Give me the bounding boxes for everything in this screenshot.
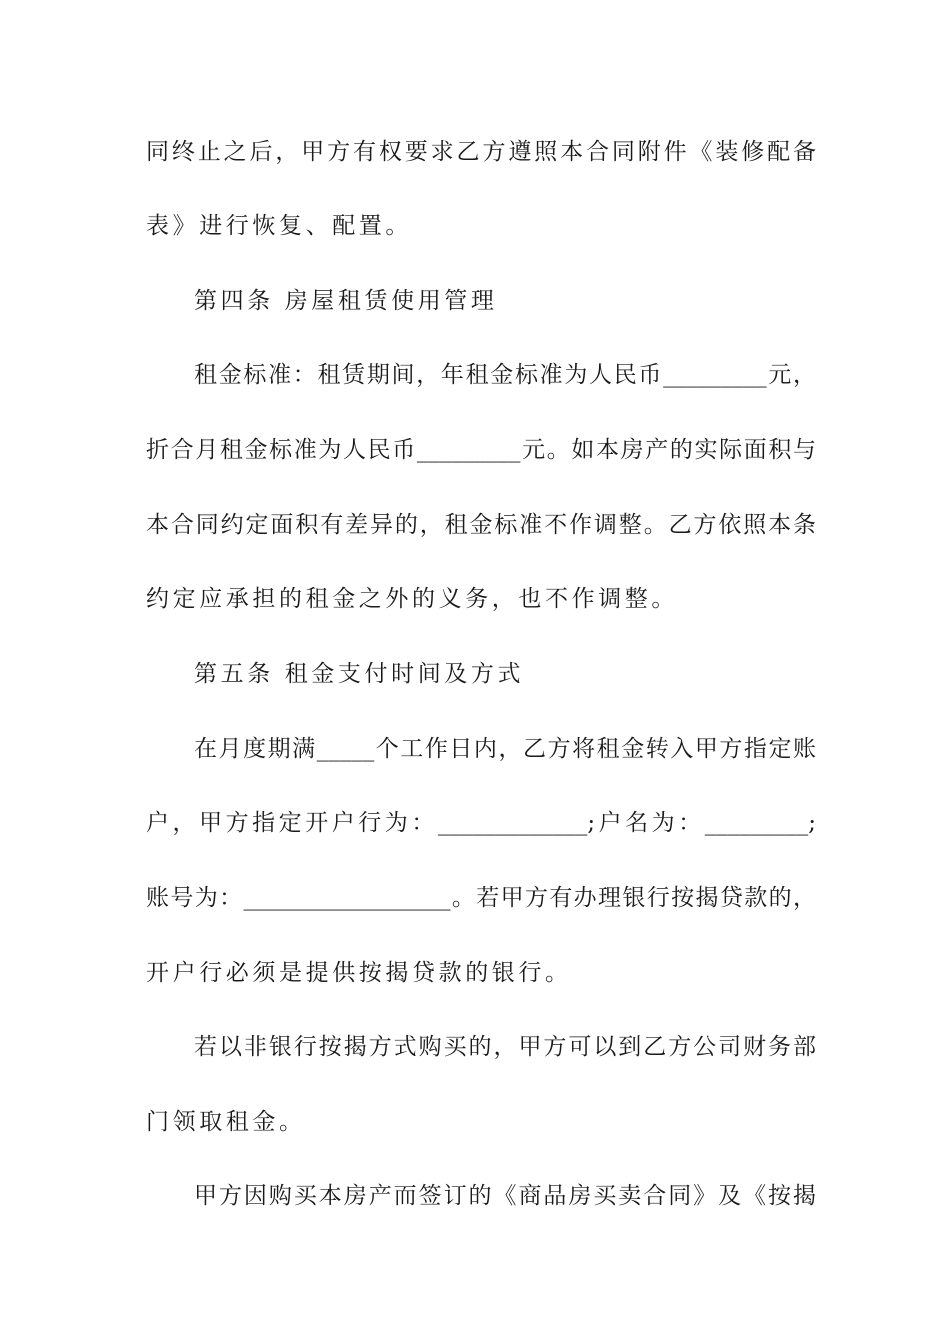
body-text-line: 户，甲方指定开户行为：_____________;户名为：_________; [146, 810, 816, 836]
body-text-line: 折合月租金标准为人民币_________元。如本房产的实际面积与 [146, 437, 816, 463]
body-text-line: 同终止之后，甲方有权要求乙方遵照本合同附件《装修配备 [146, 139, 816, 165]
section-heading-article-5: 第五条 租金支付时间及方式 [194, 661, 525, 687]
section-heading-article-4: 第四条 房屋租赁使用管理 [194, 288, 498, 314]
body-text-line: 本合同约定面积有差异的，租金标准不作调整。乙方依照本条 [146, 512, 816, 538]
body-text-line: 表》进行恢复、配置。 [146, 213, 412, 239]
body-text-line: 甲方因购买本房产而签订的《商品房买卖合同》及《按揭 [194, 1183, 816, 1209]
body-text-line: 账号为：__________________。若甲方有办理银行按揭贷款的， [146, 885, 816, 911]
body-text-line: 约定应承担的租金之外的义务，也不作调整。 [146, 586, 678, 612]
body-text-line: 门领取租金。 [146, 1109, 306, 1135]
body-text-line: 开户行必须是提供按揭贷款的银行。 [146, 960, 572, 986]
body-text-line: 在月度期满_____个工作日内，乙方将租金转入甲方指定账 [194, 736, 816, 762]
body-text-line: 租金标准：租赁期间，年租金标准为人民币_________元， [194, 362, 816, 388]
body-text-line: 若以非银行按揭方式购买的，甲方可以到乙方公司财务部 [194, 1034, 816, 1060]
